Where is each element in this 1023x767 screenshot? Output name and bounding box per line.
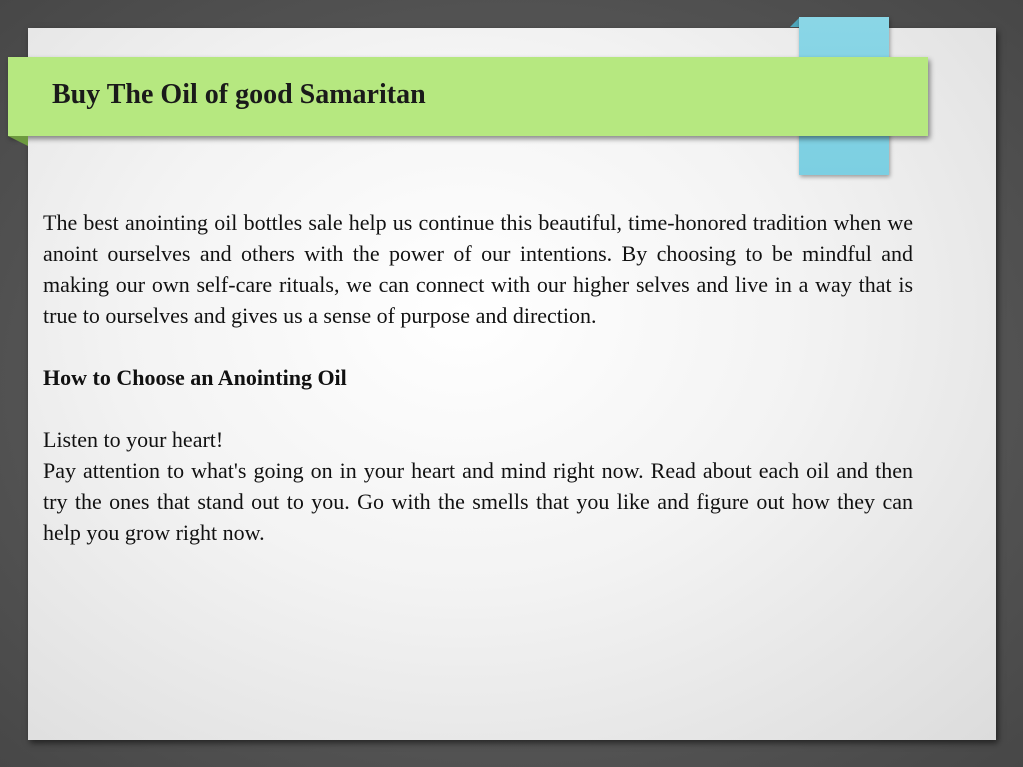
tip-title: Listen to your heart! bbox=[43, 427, 224, 452]
spacer bbox=[43, 393, 913, 424]
tip-paragraph: Pay attention to what's going on in your heart and mind right now. Read about each oil and then try the ones that stand out to you. Go with the smells that you like and figure out how they can help you grow right now. bbox=[43, 458, 913, 545]
intro-paragraph: The best anointing oil bottles sale help us continue this beautiful, time-honored tradition when we anoint ourselves and others with the power of our intentions. By choosing to be mindful and making our own self-care rituals, we can connect with our higher selves and live in a way that is true to ourselves and gives us a sense of purpose and direction. bbox=[43, 210, 913, 328]
page-title: Buy The Oil of good Samaritan bbox=[52, 79, 426, 110]
spacer bbox=[43, 331, 913, 362]
title-fold bbox=[8, 136, 28, 146]
section-heading: How to Choose an Anointing Oil bbox=[43, 365, 347, 390]
content-body bbox=[43, 207, 913, 548]
title-bar bbox=[8, 57, 928, 136]
